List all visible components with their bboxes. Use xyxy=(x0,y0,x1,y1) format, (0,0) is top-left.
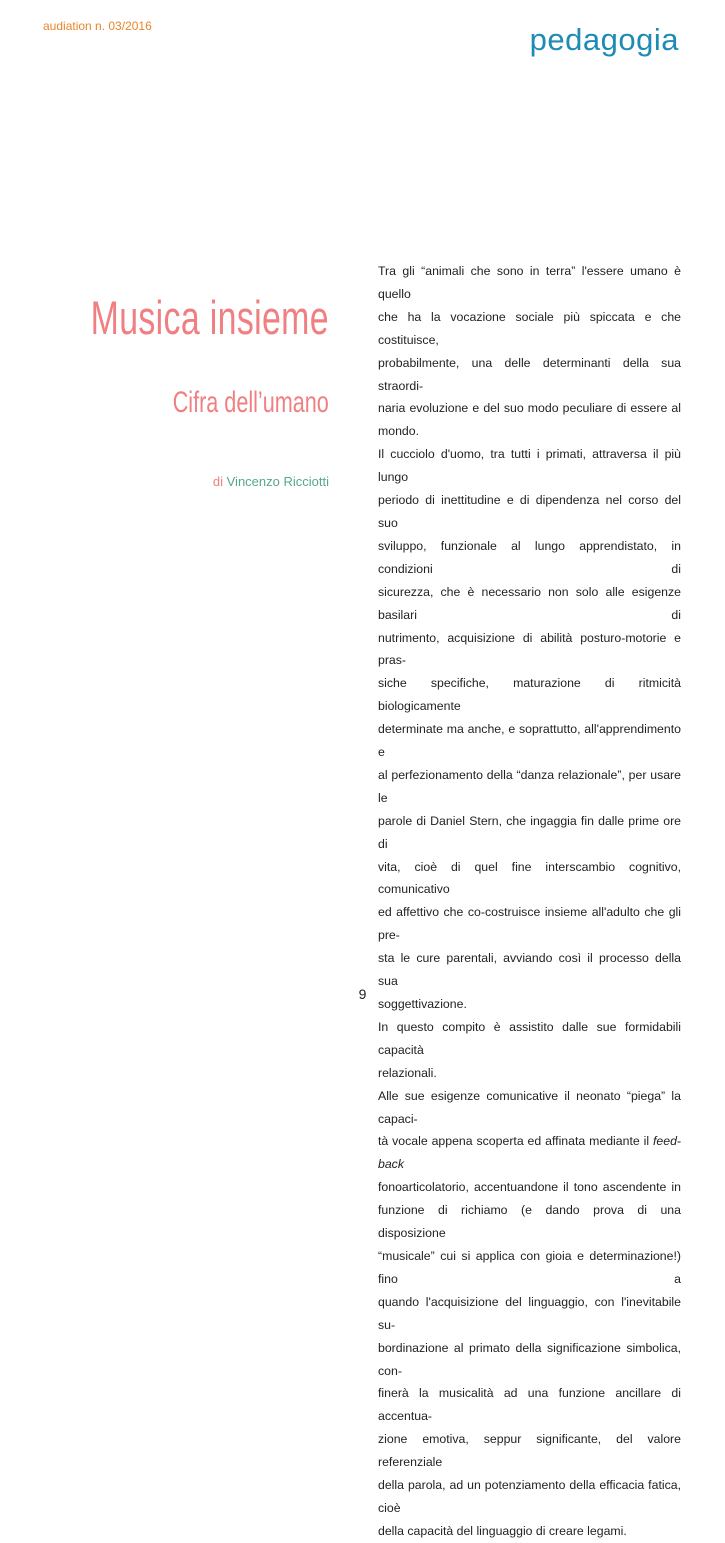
article-body xyxy=(378,260,681,1543)
section-heading: pedagogia xyxy=(529,22,679,57)
article-subtitle: Cifra dell’umano xyxy=(172,386,329,419)
body-line: nutrimento, acquisizione di abilità posturo-motorie e pras- xyxy=(378,630,681,668)
body-line: che ha la vocazione sociale più spiccata e che costituisce, xyxy=(378,309,681,347)
italic-term: feed-back xyxy=(378,1134,681,1172)
byline xyxy=(213,474,329,489)
article-title: Musica insieme xyxy=(90,291,329,344)
body-line: sta le cure parentali, avviando così il processo della sua xyxy=(378,951,681,989)
body-line: relazionali. xyxy=(378,1065,437,1080)
body-line: parole di Daniel Stern, che ingaggia fin dalle prime ore di xyxy=(378,813,681,851)
body-line: funzione di richiamo (e dando prova di una disposizione xyxy=(378,1203,681,1241)
body-line: Il cucciolo d'uomo, tra tutti i primati, attraversa il più lungo xyxy=(378,447,681,485)
body-line: probabilmente, una delle determinanti della sua straordi- xyxy=(378,355,681,393)
body-line: Alle sue esigenze comunicative il neonato “piega” la capaci- xyxy=(378,1088,681,1126)
page-number: 9 xyxy=(358,986,367,1002)
body-line: della parola, ad un potenziamento della efficacia fatica, cioè xyxy=(378,1478,681,1515)
body-line: quando l'acquisizione del linguaggio, con l'inevitabile su- xyxy=(378,1294,681,1332)
body-line: “musicale” cui si applica con gioia e determinazione!) fino a xyxy=(378,1248,681,1286)
body-line: finerà la musicalità ad una funzione ancillare di accentua- xyxy=(378,1386,681,1424)
body-line: naria evoluzione e del suo modo peculiare di essere al xyxy=(378,401,681,416)
body-line: della capacità del linguaggio di creare legami. xyxy=(378,1523,627,1538)
journal-issue: audiation n. 03/2016 xyxy=(43,19,152,33)
body-line-text: tà vocale appena scoperta ed affinata mediante il xyxy=(378,1134,653,1149)
body-line: zione emotiva, seppur significante, del valore referenziale xyxy=(378,1432,681,1470)
body-line: soggettivazione. xyxy=(378,997,467,1011)
body-line: Tra gli “animali che sono in terra” l'essere umano è quello xyxy=(378,264,681,301)
body-line: mondo. xyxy=(378,424,420,439)
body-line: sicurezza, che è necessario non solo alle esigenze basilari di xyxy=(378,584,681,622)
author-name: Vincenzo Ricciotti xyxy=(226,474,329,489)
body-line: fonoarticolatorio, accentuandone il tono ascendente in xyxy=(378,1180,681,1195)
body-line xyxy=(378,1130,681,1176)
body-line: vita, cioè di quel fine interscambio cognitivo, comunicativo xyxy=(378,859,681,897)
body-line: ed affettivo che co-costruisce insieme all'adulto che gli pre- xyxy=(378,905,681,943)
body-line: siche specifiche, maturazione di ritmicità biologicamente xyxy=(378,676,681,714)
body-line: sviluppo, funzionale al lungo apprendistato, in condizioni di xyxy=(378,538,681,576)
body-line: periodo di inettitudine e di dipendenza nel corso del suo xyxy=(378,493,681,530)
body-line: bordinazione al primato della significazione simbolica, con- xyxy=(378,1340,681,1378)
body-line: In questo compito è assistito dalle sue formidabili capacità xyxy=(378,1019,681,1057)
byline-prefix: di xyxy=(212,474,223,489)
body-line: determinate ma anche, e soprattutto, all'apprendimento e xyxy=(378,722,681,760)
body-line: al perfezionamento della “danza relazionale”, per usare le xyxy=(378,767,681,805)
